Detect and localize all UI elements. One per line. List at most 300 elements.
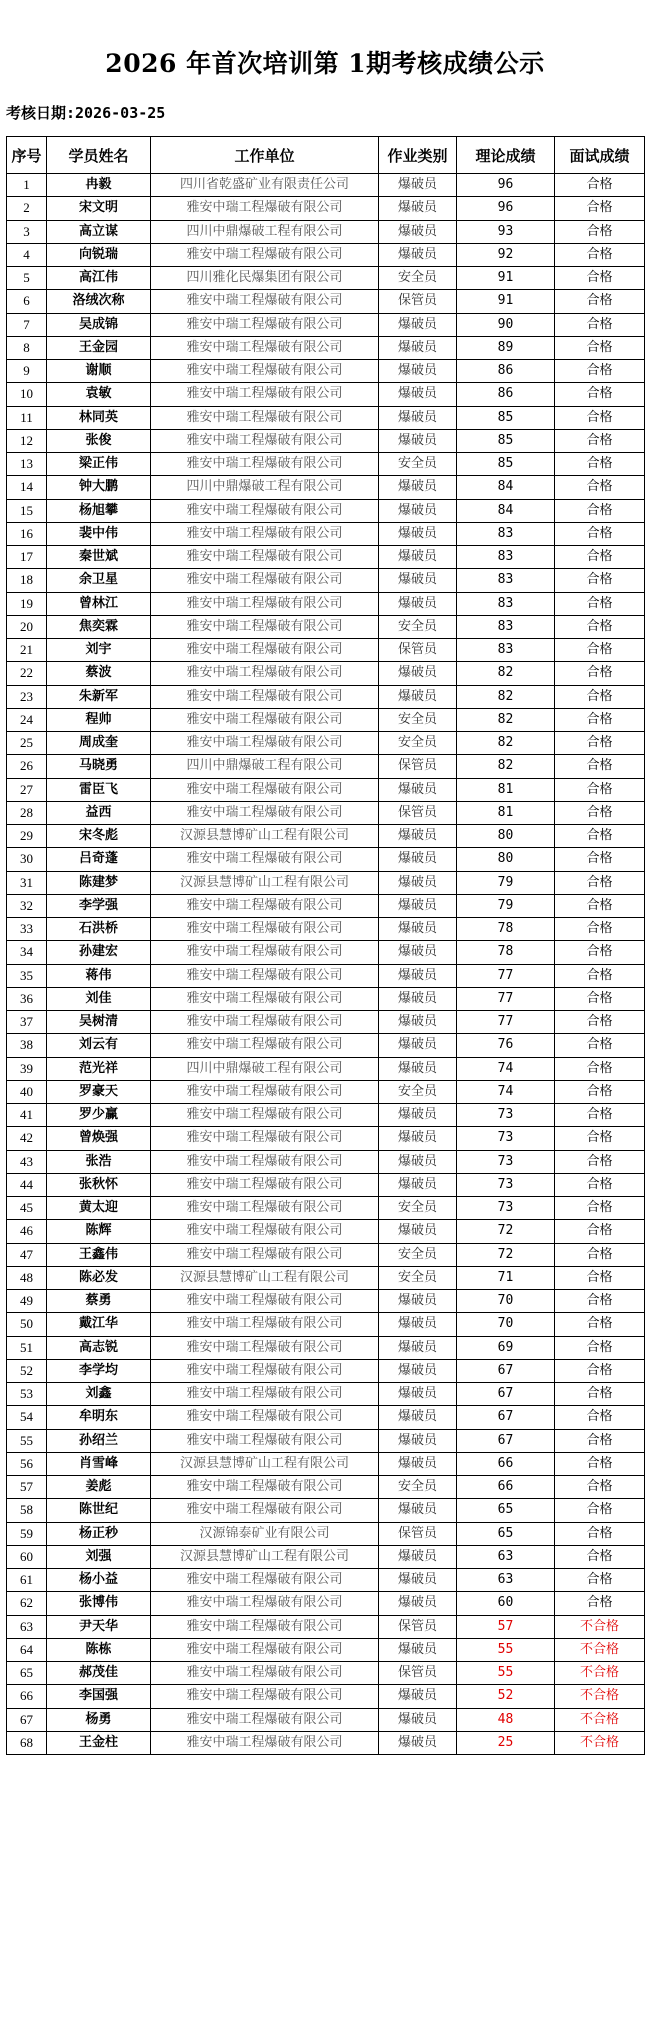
row-seq: 14	[7, 476, 47, 499]
theory-score: 84	[457, 476, 555, 499]
job-type: 安全员	[379, 1243, 457, 1266]
work-unit: 雅安中瑞工程爆破有限公司	[151, 1685, 379, 1708]
theory-score: 55	[457, 1662, 555, 1685]
theory-score: 77	[457, 987, 555, 1010]
theory-score: 89	[457, 336, 555, 359]
work-unit: 雅安中瑞工程爆破有限公司	[151, 383, 379, 406]
theory-score: 66	[457, 1452, 555, 1475]
row-seq: 11	[7, 406, 47, 429]
interview-result: 不合格	[555, 1731, 645, 1754]
job-type: 爆破员	[379, 1406, 457, 1429]
job-type: 爆破员	[379, 918, 457, 941]
header-unit: 工作单位	[151, 137, 379, 174]
theory-score: 73	[457, 1197, 555, 1220]
interview-result: 合格	[555, 918, 645, 941]
work-unit: 雅安中瑞工程爆破有限公司	[151, 1290, 379, 1313]
work-unit: 雅安中瑞工程爆破有限公司	[151, 778, 379, 801]
interview-result: 合格	[555, 1290, 645, 1313]
row-seq: 33	[7, 918, 47, 941]
theory-score: 93	[457, 220, 555, 243]
interview-result: 合格	[555, 1080, 645, 1103]
trainee-name: 黄太迎	[47, 1197, 151, 1220]
table-row	[7, 1359, 645, 1382]
trainee-name: 刘强	[47, 1545, 151, 1568]
table-body	[7, 174, 645, 1755]
trainee-name: 张俊	[47, 429, 151, 452]
work-unit: 雅安中瑞工程爆破有限公司	[151, 1383, 379, 1406]
job-type: 爆破员	[379, 1336, 457, 1359]
row-seq: 19	[7, 592, 47, 615]
job-type: 爆破员	[379, 360, 457, 383]
row-seq: 41	[7, 1104, 47, 1127]
table-row	[7, 1615, 645, 1638]
interview-result: 合格	[555, 243, 645, 266]
job-type: 爆破员	[379, 592, 457, 615]
interview-result: 合格	[555, 1429, 645, 1452]
row-seq: 37	[7, 1011, 47, 1034]
interview-result: 合格	[555, 848, 645, 871]
table-row	[7, 662, 645, 685]
header-seq: 序号	[7, 137, 47, 174]
trainee-name: 肖雪峰	[47, 1452, 151, 1475]
exam-date: 考核日期:2026-03-25	[6, 104, 166, 122]
interview-result: 合格	[555, 1545, 645, 1568]
header-name: 学员姓名	[47, 137, 151, 174]
trainee-name: 朱新军	[47, 685, 151, 708]
interview-result: 不合格	[555, 1708, 645, 1731]
job-type: 爆破员	[379, 313, 457, 336]
trainee-name: 蔡波	[47, 662, 151, 685]
trainee-name: 孙建宏	[47, 941, 151, 964]
work-unit: 四川中鼎爆破工程有限公司	[151, 220, 379, 243]
job-type: 保管员	[379, 1615, 457, 1638]
row-seq: 27	[7, 778, 47, 801]
work-unit: 汉源县慧博矿山工程有限公司	[151, 1545, 379, 1568]
table-row	[7, 1592, 645, 1615]
work-unit: 四川中鼎爆破工程有限公司	[151, 476, 379, 499]
work-unit: 雅安中瑞工程爆破有限公司	[151, 1615, 379, 1638]
interview-result: 合格	[555, 1359, 645, 1382]
job-type: 爆破员	[379, 383, 457, 406]
theory-score: 96	[457, 174, 555, 197]
interview-result: 合格	[555, 639, 645, 662]
job-type: 爆破员	[379, 220, 457, 243]
row-seq: 50	[7, 1313, 47, 1336]
trainee-name: 吴成锦	[47, 313, 151, 336]
table-row	[7, 1034, 645, 1057]
table-row	[7, 732, 645, 755]
theory-score: 86	[457, 360, 555, 383]
row-seq: 5	[7, 267, 47, 290]
row-seq: 53	[7, 1383, 47, 1406]
row-seq: 16	[7, 522, 47, 545]
trainee-name: 刘佳	[47, 987, 151, 1010]
interview-result: 合格	[555, 941, 645, 964]
interview-result: 不合格	[555, 1615, 645, 1638]
theory-score: 69	[457, 1336, 555, 1359]
interview-result: 合格	[555, 592, 645, 615]
work-unit: 雅安中瑞工程爆破有限公司	[151, 941, 379, 964]
job-type: 安全员	[379, 615, 457, 638]
trainee-name: 宋冬彪	[47, 825, 151, 848]
theory-score: 78	[457, 941, 555, 964]
theory-score: 91	[457, 290, 555, 313]
interview-result: 合格	[555, 1034, 645, 1057]
trainee-name: 陈世纪	[47, 1499, 151, 1522]
theory-score: 74	[457, 1080, 555, 1103]
interview-result: 合格	[555, 964, 645, 987]
table-row	[7, 639, 645, 662]
theory-score: 85	[457, 406, 555, 429]
job-type: 爆破员	[379, 1638, 457, 1661]
interview-result: 合格	[555, 569, 645, 592]
row-seq: 49	[7, 1290, 47, 1313]
table-row	[7, 1197, 645, 1220]
row-seq: 68	[7, 1731, 47, 1754]
table-row	[7, 220, 645, 243]
row-seq: 43	[7, 1150, 47, 1173]
theory-score: 80	[457, 825, 555, 848]
trainee-name: 张浩	[47, 1150, 151, 1173]
job-type: 爆破员	[379, 1383, 457, 1406]
table-row	[7, 1429, 645, 1452]
job-type: 安全员	[379, 732, 457, 755]
work-unit: 汉源县慧博矿山工程有限公司	[151, 825, 379, 848]
trainee-name: 吴树清	[47, 1011, 151, 1034]
interview-result: 合格	[555, 1266, 645, 1289]
trainee-name: 李学均	[47, 1359, 151, 1382]
trainee-name: 王金园	[47, 336, 151, 359]
table-row	[7, 499, 645, 522]
row-seq: 47	[7, 1243, 47, 1266]
trainee-name: 蔡勇	[47, 1290, 151, 1313]
job-type: 爆破员	[379, 1708, 457, 1731]
table-header-row	[7, 137, 645, 174]
table-row	[7, 1406, 645, 1429]
table-row	[7, 1290, 645, 1313]
work-unit: 雅安中瑞工程爆破有限公司	[151, 1104, 379, 1127]
row-seq: 13	[7, 453, 47, 476]
job-type: 爆破员	[379, 1685, 457, 1708]
table-row	[7, 1266, 645, 1289]
interview-result: 合格	[555, 1592, 645, 1615]
table-row	[7, 685, 645, 708]
work-unit: 雅安中瑞工程爆破有限公司	[151, 1173, 379, 1196]
table-row	[7, 1662, 645, 1685]
interview-result: 合格	[555, 383, 645, 406]
row-seq: 17	[7, 546, 47, 569]
row-seq: 62	[7, 1592, 47, 1615]
row-seq: 55	[7, 1429, 47, 1452]
work-unit: 四川中鼎爆破工程有限公司	[151, 1057, 379, 1080]
table-row	[7, 871, 645, 894]
work-unit: 雅安中瑞工程爆破有限公司	[151, 1034, 379, 1057]
interview-result: 合格	[555, 1499, 645, 1522]
interview-result: 合格	[555, 1313, 645, 1336]
table-row	[7, 1243, 645, 1266]
table-row	[7, 290, 645, 313]
row-seq: 4	[7, 243, 47, 266]
job-type: 保管员	[379, 801, 457, 824]
work-unit: 雅安中瑞工程爆破有限公司	[151, 1406, 379, 1429]
job-type: 爆破员	[379, 1127, 457, 1150]
row-seq: 8	[7, 336, 47, 359]
interview-result: 合格	[555, 1336, 645, 1359]
theory-score: 77	[457, 1011, 555, 1034]
row-seq: 18	[7, 569, 47, 592]
job-type: 保管员	[379, 755, 457, 778]
table-row	[7, 429, 645, 452]
trainee-name: 郝茂佳	[47, 1662, 151, 1685]
table-row	[7, 453, 645, 476]
job-type: 爆破员	[379, 987, 457, 1010]
work-unit: 雅安中瑞工程爆破有限公司	[151, 243, 379, 266]
job-type: 爆破员	[379, 1592, 457, 1615]
row-seq: 51	[7, 1336, 47, 1359]
job-type: 爆破员	[379, 406, 457, 429]
theory-score: 65	[457, 1522, 555, 1545]
trainee-name: 刘宇	[47, 639, 151, 662]
trainee-name: 李学强	[47, 894, 151, 917]
work-unit: 雅安中瑞工程爆破有限公司	[151, 290, 379, 313]
job-type: 爆破员	[379, 429, 457, 452]
row-seq: 35	[7, 964, 47, 987]
work-unit: 雅安中瑞工程爆破有限公司	[151, 1708, 379, 1731]
interview-result: 合格	[555, 313, 645, 336]
work-unit: 雅安中瑞工程爆破有限公司	[151, 360, 379, 383]
table-row	[7, 778, 645, 801]
interview-result: 合格	[555, 732, 645, 755]
trainee-name: 杨小益	[47, 1569, 151, 1592]
interview-result: 合格	[555, 1011, 645, 1034]
interview-result: 合格	[555, 476, 645, 499]
table-row	[7, 360, 645, 383]
table-row	[7, 987, 645, 1010]
interview-result: 合格	[555, 1220, 645, 1243]
theory-score: 65	[457, 1499, 555, 1522]
trainee-name: 戴江华	[47, 1313, 151, 1336]
trainee-name: 陈建梦	[47, 871, 151, 894]
work-unit: 雅安中瑞工程爆破有限公司	[151, 639, 379, 662]
theory-score: 90	[457, 313, 555, 336]
trainee-name: 罗少赢	[47, 1104, 151, 1127]
trainee-name: 马晓勇	[47, 755, 151, 778]
job-type: 安全员	[379, 1266, 457, 1289]
job-type: 爆破员	[379, 1057, 457, 1080]
trainee-name: 益西	[47, 801, 151, 824]
theory-score: 74	[457, 1057, 555, 1080]
table-row	[7, 546, 645, 569]
row-seq: 26	[7, 755, 47, 778]
theory-score: 82	[457, 732, 555, 755]
theory-score: 85	[457, 453, 555, 476]
work-unit: 雅安中瑞工程爆破有限公司	[151, 1080, 379, 1103]
row-seq: 46	[7, 1220, 47, 1243]
table-row	[7, 197, 645, 220]
work-unit: 雅安中瑞工程爆破有限公司	[151, 1243, 379, 1266]
table-row	[7, 1104, 645, 1127]
work-unit: 雅安中瑞工程爆破有限公司	[151, 732, 379, 755]
trainee-name: 高志锐	[47, 1336, 151, 1359]
row-seq: 31	[7, 871, 47, 894]
job-type: 爆破员	[379, 662, 457, 685]
job-type: 爆破员	[379, 546, 457, 569]
table-row	[7, 1011, 645, 1034]
row-seq: 52	[7, 1359, 47, 1382]
header-interview-result: 面试成绩	[555, 137, 645, 174]
theory-score: 84	[457, 499, 555, 522]
interview-result: 合格	[555, 801, 645, 824]
theory-score: 71	[457, 1266, 555, 1289]
work-unit: 四川雅化民爆集团有限公司	[151, 267, 379, 290]
theory-score: 82	[457, 755, 555, 778]
job-type: 爆破员	[379, 174, 457, 197]
table-row	[7, 1173, 645, 1196]
interview-result: 合格	[555, 290, 645, 313]
row-seq: 57	[7, 1476, 47, 1499]
interview-result: 合格	[555, 197, 645, 220]
trainee-name: 陈必发	[47, 1266, 151, 1289]
theory-score: 86	[457, 383, 555, 406]
work-unit: 雅安中瑞工程爆破有限公司	[151, 429, 379, 452]
job-type: 爆破员	[379, 1034, 457, 1057]
table-row	[7, 267, 645, 290]
job-type: 爆破员	[379, 871, 457, 894]
trainee-name: 焦奕霖	[47, 615, 151, 638]
trainee-name: 高江伟	[47, 267, 151, 290]
job-type: 安全员	[379, 1080, 457, 1103]
row-seq: 32	[7, 894, 47, 917]
interview-result: 合格	[555, 336, 645, 359]
row-seq: 9	[7, 360, 47, 383]
table-row	[7, 755, 645, 778]
job-type: 爆破员	[379, 685, 457, 708]
work-unit: 雅安中瑞工程爆破有限公司	[151, 1220, 379, 1243]
table-row	[7, 848, 645, 871]
trainee-name: 曾焕强	[47, 1127, 151, 1150]
table-row	[7, 383, 645, 406]
theory-score: 57	[457, 1615, 555, 1638]
interview-result: 合格	[555, 174, 645, 197]
work-unit: 雅安中瑞工程爆破有限公司	[151, 615, 379, 638]
job-type: 爆破员	[379, 1359, 457, 1382]
work-unit: 雅安中瑞工程爆破有限公司	[151, 1662, 379, 1685]
table-row	[7, 522, 645, 545]
job-type: 安全员	[379, 708, 457, 731]
work-unit: 雅安中瑞工程爆破有限公司	[151, 499, 379, 522]
job-type: 爆破员	[379, 1150, 457, 1173]
trainee-name: 王鑫伟	[47, 1243, 151, 1266]
trainee-name: 余卫星	[47, 569, 151, 592]
row-seq: 3	[7, 220, 47, 243]
interview-result: 合格	[555, 1057, 645, 1080]
row-seq: 29	[7, 825, 47, 848]
table-row	[7, 1638, 645, 1661]
theory-score: 73	[457, 1150, 555, 1173]
job-type: 安全员	[379, 1476, 457, 1499]
work-unit: 四川中鼎爆破工程有限公司	[151, 755, 379, 778]
theory-score: 92	[457, 243, 555, 266]
interview-result: 合格	[555, 429, 645, 452]
theory-score: 80	[457, 848, 555, 871]
job-type: 爆破员	[379, 522, 457, 545]
trainee-name: 姜彪	[47, 1476, 151, 1499]
job-type: 保管员	[379, 639, 457, 662]
trainee-name: 周成奎	[47, 732, 151, 755]
work-unit: 雅安中瑞工程爆破有限公司	[151, 1731, 379, 1754]
trainee-name: 梁正伟	[47, 453, 151, 476]
theory-score: 91	[457, 267, 555, 290]
trainee-name: 宋文明	[47, 197, 151, 220]
trainee-name: 杨勇	[47, 1708, 151, 1731]
theory-score: 70	[457, 1313, 555, 1336]
job-type: 爆破员	[379, 1499, 457, 1522]
row-seq: 38	[7, 1034, 47, 1057]
table-row	[7, 313, 645, 336]
work-unit: 雅安中瑞工程爆破有限公司	[151, 592, 379, 615]
job-type: 保管员	[379, 1522, 457, 1545]
trainee-name: 张秋怀	[47, 1173, 151, 1196]
table-row	[7, 615, 645, 638]
trainee-name: 程帅	[47, 708, 151, 731]
job-type: 爆破员	[379, 336, 457, 359]
table-row	[7, 1127, 645, 1150]
trainee-name: 洛绒次称	[47, 290, 151, 313]
theory-score: 73	[457, 1104, 555, 1127]
work-unit: 雅安中瑞工程爆破有限公司	[151, 569, 379, 592]
trainee-name: 吕奇蓬	[47, 848, 151, 871]
table-row	[7, 1383, 645, 1406]
work-unit: 雅安中瑞工程爆破有限公司	[151, 522, 379, 545]
job-type: 爆破员	[379, 1220, 457, 1243]
trainee-name: 李国强	[47, 1685, 151, 1708]
interview-result: 合格	[555, 894, 645, 917]
table-row	[7, 1569, 645, 1592]
interview-result: 合格	[555, 685, 645, 708]
page-title: 2026 年首次培训第 1期考核成绩公示	[105, 49, 545, 78]
interview-result: 合格	[555, 1406, 645, 1429]
theory-score: 83	[457, 639, 555, 662]
job-type: 爆破员	[379, 848, 457, 871]
trainee-name: 石洪桥	[47, 918, 151, 941]
work-unit: 雅安中瑞工程爆破有限公司	[151, 546, 379, 569]
work-unit: 雅安中瑞工程爆破有限公司	[151, 708, 379, 731]
theory-score: 81	[457, 778, 555, 801]
table-row	[7, 406, 645, 429]
trainee-name: 陈栋	[47, 1638, 151, 1661]
work-unit: 雅安中瑞工程爆破有限公司	[151, 1150, 379, 1173]
interview-result: 不合格	[555, 1638, 645, 1661]
row-seq: 6	[7, 290, 47, 313]
interview-result: 合格	[555, 1383, 645, 1406]
theory-score: 79	[457, 894, 555, 917]
work-unit: 雅安中瑞工程爆破有限公司	[151, 1359, 379, 1382]
theory-score: 55	[457, 1638, 555, 1661]
header-job-type: 作业类别	[379, 137, 457, 174]
work-unit: 雅安中瑞工程爆破有限公司	[151, 964, 379, 987]
row-seq: 15	[7, 499, 47, 522]
interview-result: 合格	[555, 453, 645, 476]
interview-result: 合格	[555, 1104, 645, 1127]
theory-score: 81	[457, 801, 555, 824]
row-seq: 22	[7, 662, 47, 685]
row-seq: 28	[7, 801, 47, 824]
work-unit: 雅安中瑞工程爆破有限公司	[151, 1499, 379, 1522]
interview-result: 合格	[555, 1476, 645, 1499]
job-type: 爆破员	[379, 894, 457, 917]
row-seq: 12	[7, 429, 47, 452]
table-row	[7, 174, 645, 197]
